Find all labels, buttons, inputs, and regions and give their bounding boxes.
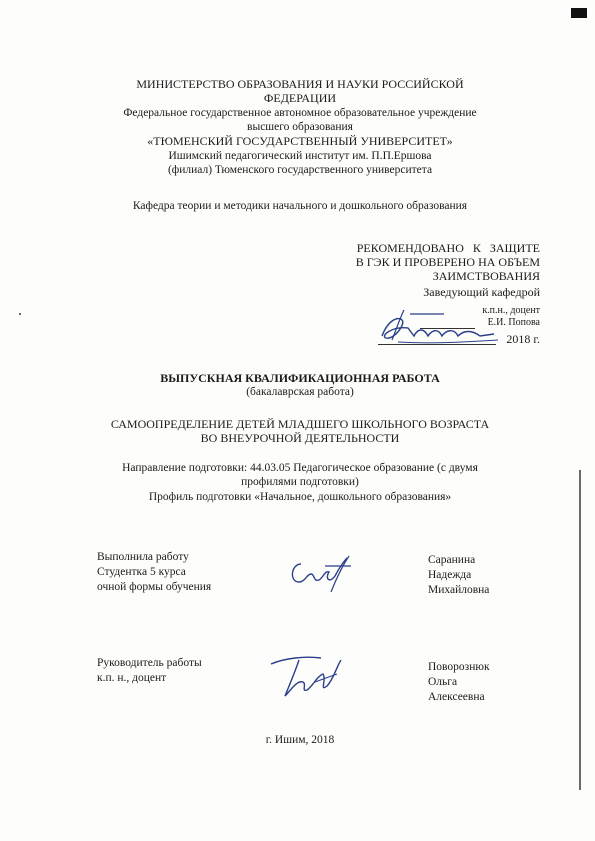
study-direction [60, 461, 540, 489]
head-of-department-label: Заведующий кафедрой [423, 285, 540, 299]
ministry-line-1: МИНИСТЕРСТВО ОБРАЗОВАНИЯ И НАУКИ РОССИЙСКОЙ [136, 77, 464, 91]
head-of-department-signature [374, 306, 504, 346]
work-title-line-2: ВО ВНЕУРОЧНОЙ ДЕЯТЕЛЬНОСТИ [200, 431, 400, 445]
work-title-line-1: САМООПРЕДЕЛЕНИЕ ДЕТЕЙ МЛАДШЕГО ШКОЛЬНОГО ВОЗРАСТА [110, 417, 490, 431]
university-name: «ТЮМЕНСКИЙ ГОСУДАРСТВЕННЫЙ УНИВЕРСИТЕТ» [147, 134, 453, 148]
supervisor-labels [97, 656, 202, 686]
approval-block [356, 241, 540, 299]
study-direction-line-1: Направление подготовки: 44.03.05 Педагогическое образование (с двумя [122, 462, 478, 474]
scan-speck [19, 313, 21, 315]
student-label-2: Студентка 5 курса [97, 566, 186, 578]
work-subtype: (бакалаврская работа) [246, 386, 354, 398]
approval-line-1: РЕКОМЕНДОВАНО К ЗАЩИТЕ [356, 241, 540, 255]
institute-line-1: Ишимский педагогический институт им. П.П.Ершова [168, 150, 432, 162]
institute-block [60, 149, 540, 177]
approval-line-2: В ГЭК И ПРОВЕРЕНО НА ОБЪЕМ [355, 255, 540, 269]
supervisor-name [428, 660, 490, 705]
scan-edge-mark [579, 470, 581, 790]
supervisor-patronymic: Алексеевна [428, 691, 485, 703]
institute-line-2: (филиал) Тюменского государственного университета [167, 164, 433, 176]
student-label-1: Выполнила работу [97, 551, 189, 563]
header-block [60, 77, 540, 105]
supervisor-surname: Поворознюк [428, 661, 490, 673]
supervisor-first-name: Ольга [428, 676, 458, 688]
approval-line-3: ЗАИМСТВОВАНИЯ [432, 269, 540, 283]
study-profile: Профиль подготовки «Начальное, дошкольного образования» [148, 491, 452, 503]
study-direction-line-2: профилями подготовки) [241, 476, 359, 488]
ministry-line-2: ФЕДЕРАЦИИ [263, 91, 337, 105]
department-name: Кафедра теории и методики начального и дошкольного образования [132, 200, 468, 212]
student-signature [285, 552, 355, 596]
student-surname: Саранина [428, 554, 476, 566]
institution-type-line-1: Федеральное государственное автономное образовательное учреждение [123, 107, 477, 119]
approval-name: Е.И. Попова [487, 317, 540, 328]
work-type: ВЫПУСКНАЯ КВАЛИФИКАЦИОННАЯ РАБОТА [160, 371, 440, 385]
student-labels [97, 550, 211, 595]
student-label-3: очной формы обучения [97, 581, 212, 593]
supervisor-label-2: к.п. н., доцент [97, 672, 167, 684]
student-name [428, 553, 489, 598]
supervisor-label-1: Руководитель работы [97, 657, 202, 669]
city-year: г. Ишим, 2018 [265, 734, 335, 746]
institution-block [60, 106, 540, 134]
scan-corner-mark [571, 8, 587, 18]
student-patronymic: Михайловна [428, 584, 490, 596]
student-first-name: Надежда [428, 569, 472, 581]
approval-degree: к.п.н., доцент [482, 305, 540, 316]
institution-type-line-2: высшего образования [247, 121, 353, 133]
approval-year: 2018 г. [506, 332, 540, 346]
supervisor-signature [265, 652, 345, 702]
work-title [60, 417, 540, 445]
